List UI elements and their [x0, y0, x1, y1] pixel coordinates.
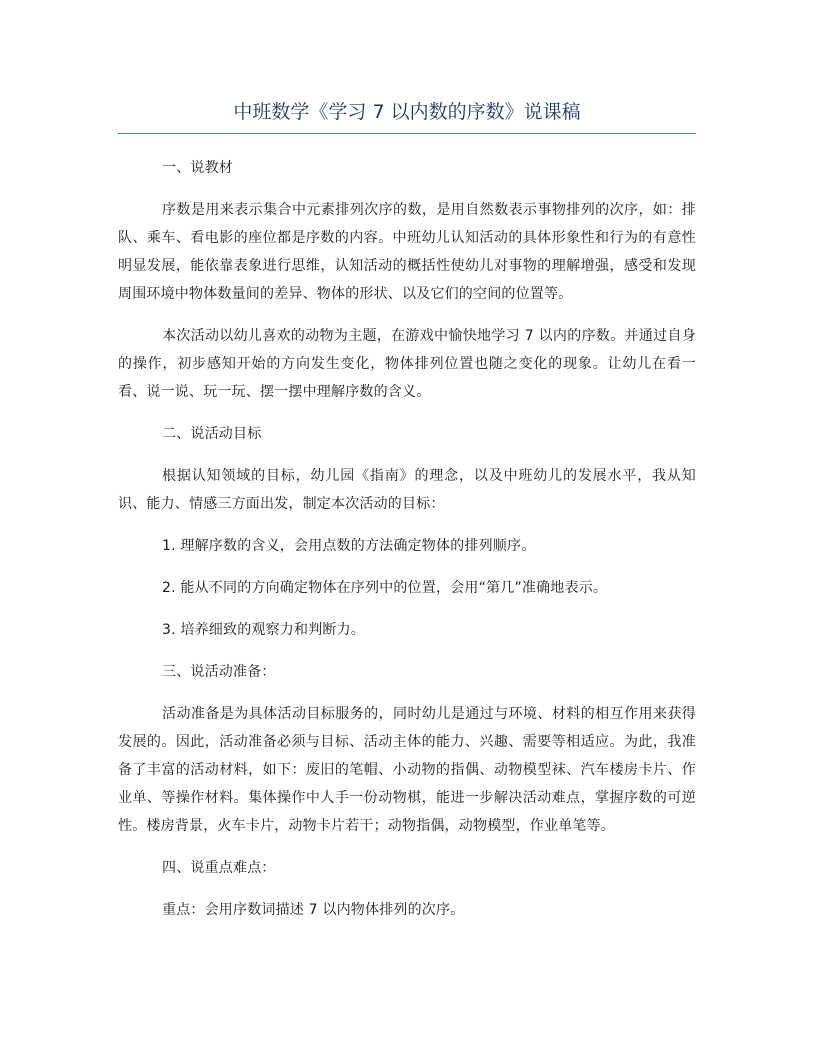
paragraph: 活动准备是为具体活动目标服务的，同时幼儿是通过与环境、材料的相互作用来获得发展的。因此，活动准备必须与目标、活动主体的能力、兴趣、需要等相适应。为此，我准备了丰富的活动材料，如下：废旧的笔帽、小动物的指偶、动物模型袜、汽车楼房卡片、作业单、等操作材料。集体操作中人手一份动物棋，能进一步解决活动难点，掌握序数的可逆性。楼房背景，火车卡片，动物卡片若干；动物指偶，动物模型，作业单笔等。 [118, 706, 696, 834]
paragraph: 序数是用来表示集合中元素排列次序的数，是用自然数表示事物排列的次序，如：排队、乘车、看电影的座位都是序数的内容。中班幼儿认知活动的具体形象性和行为的有意性明显发展，能依靠表象进行思维，认知活动的概括性使幼儿对事物的理解增强，感受和发现周围环境中物体数量间的差异、物体的形状、以及它们的空间的位置等。 [118, 202, 696, 302]
document-title: 中班数学《学习 7 以内数的序数》说课稿 [233, 101, 581, 123]
document-body [118, 154, 696, 938]
paragraph: 本次活动以幼儿喜欢的动物为主题，在游戏中愉快地学习 7 以内的序数。并通过自身的操作，初步感知开始的方向发生变化，物体排列位置也随之变化的现象。让幼儿在看一看、说一说、玩一玩、摆一摆中理解序数的含义。 [118, 328, 696, 400]
section-heading-teaching-material: 一、说教材 [162, 160, 233, 176]
paragraph: 重点：会用序数词描述 7 以内物体排列的次序。 [162, 902, 465, 918]
paragraph: 根据认知领域的目标，幼儿园《指南》的理念，以及中班幼儿的发展水平，我从知识、能力、情感三方面出发，制定本次活动的目标： [118, 468, 696, 512]
section-heading-activity-goals: 二、说活动目标 [162, 426, 262, 442]
title-underline [118, 133, 696, 134]
section-heading-key-points: 四、说重点难点： [162, 860, 276, 876]
goal-item: 3. 培养细致的观察力和判断力。 [162, 622, 366, 638]
goal-item: 2. 能从不同的方向确定物体在序列中的位置，会用“第几”准确地表示。 [162, 580, 608, 596]
section-heading-activity-preparation: 三、说活动准备： [162, 664, 276, 680]
goal-item: 1. 理解序数的含义，会用点数的方法确定物体的排列顺序。 [162, 538, 536, 554]
